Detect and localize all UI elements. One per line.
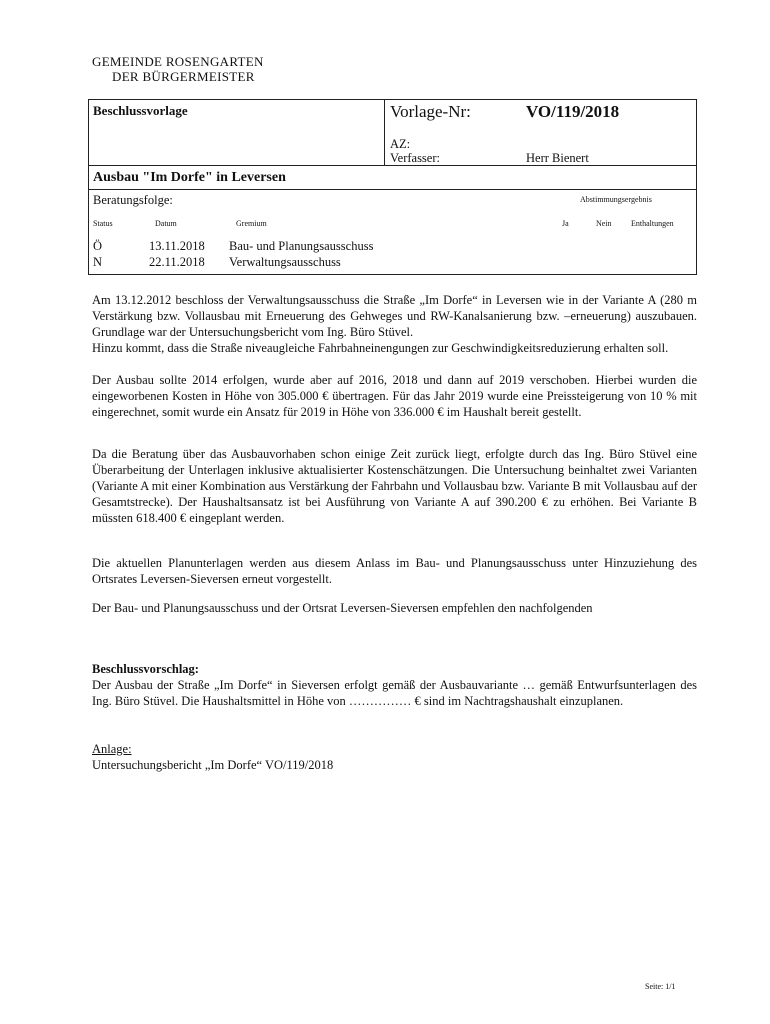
row-committee: Verwaltungsausschuss [229, 255, 341, 269]
paragraph: Die aktuellen Planunterlagen werden aus diesem Anlass im Bau- und Planungsausschuss unter Hinzuziehung des Ortsrates Leversen-Sieversen erneut vorgestellt. [92, 556, 697, 586]
resolution-heading: Beschlussvorschlag: [92, 662, 199, 676]
attachment-text: Untersuchungsbericht „Im Dorfe“ VO/119/2018 [92, 758, 334, 772]
divider [384, 100, 385, 165]
resolution-text: Der Ausbau der Straße „Im Dorfe“ in Sieversen erfolgt gemäß der Ausbauvariante … gemäß Entwurfsunterlagen des Ing. Büro Stüvel. Die Haushaltsmittel in Höhe von …………… € sind im Nachtragshaushalt einzuplanen. [92, 678, 697, 708]
author-name: Herr Bienert [526, 151, 589, 165]
column-yes: Ja [562, 219, 569, 228]
mayor-title: DER BÜRGERMEISTER [112, 69, 255, 84]
paragraph: Hinzu kommt, dass die Straße niveaugleiche Fahrbahneinengungen zur Geschwindigkeitsreduzierung erhalten soll. [92, 341, 669, 355]
column-committee: Gremium [236, 219, 267, 228]
beratungsfolge-label: Beratungsfolge: [93, 193, 173, 207]
paragraph: Der Ausbau sollte 2014 erfolgen, wurde aber auf 2016, 2018 und dann auf 2019 verschoben. Hierbei wurden die eingeworbenen Kosten in Höhe von 305.000 € übertragen. Für das Jahr 2019 wurde eine Preissteigerung von 10 % mit eingerechnet, somit wurde ein Ansatz für 2019 in Höhe von 336.000 € im Haushalt bereit gestellt. [92, 373, 697, 419]
paragraph: Am 13.12.2012 beschloss der Verwaltungsausschuss die Straße „Im Dorfe“ in Leversen wie in der Variante A (280 m Verstärkung bzw. Vollausbau mit Erneuerung des Gehweges und RW-Kanalsanierung bzw. –erneuerung) auszubauen. Grundlage war der Untersuchungsbericht vom Ing. Büro Stüvel. [92, 293, 697, 339]
row-date: 13.11.2018 [149, 239, 205, 253]
row-status: Ö [93, 239, 103, 253]
paragraph: Der Bau- und Planungsausschuss und der Ortsrat Leversen-Sieversen empfehlen den nachfolgenden [92, 601, 593, 615]
subject-title: Ausbau "Im Dorfe" in Leversen [93, 170, 286, 185]
divider [89, 189, 696, 190]
municipality-name: GEMEINDE ROSENGARTEN [92, 54, 264, 69]
paragraph: Da die Beratung über das Ausbauvorhaben schon einige Zeit zurück liegt, erfolgte durch das Ing. Büro Stüvel eine Überarbeitung der Unterlagen inklusive aktualisierter Kostenschätzungen. Die Untersuchung beinhaltet zwei Varianten (Variante A mit einer Kombination aus Verstärkung der Fahrbahn und Vollausbau bzw. Variante B mit Vollausbau auf der Gesamtstrecke). Der Haushaltsansatz ist bei Ausführung von Variante A auf 390.200 € zu erhöhen. Bei Variante B müssten 618.400 € eingeplant werden. [92, 447, 697, 525]
doc-type: Beschlussvorlage [93, 103, 188, 118]
vorlage-label: Vorlage-Nr: [390, 102, 471, 121]
info-box [88, 99, 697, 275]
az-label: AZ: [390, 137, 411, 151]
page-number: Seite: 1/1 [645, 982, 676, 991]
column-status: Status [93, 219, 113, 228]
voting-result-label: Abstimmungsergebnis [580, 195, 652, 204]
vorlage-number: VO/119/2018 [526, 102, 620, 121]
row-status: N [93, 255, 103, 269]
column-date: Datum [155, 219, 177, 228]
author-label: Verfasser: [390, 151, 440, 165]
column-no: Nein [596, 219, 612, 228]
column-abstentions: Enthaltungen [631, 219, 674, 228]
row-date: 22.11.2018 [149, 255, 205, 269]
attachment-heading: Anlage: [92, 742, 132, 756]
row-committee: Bau- und Planungsausschuss [229, 239, 374, 253]
